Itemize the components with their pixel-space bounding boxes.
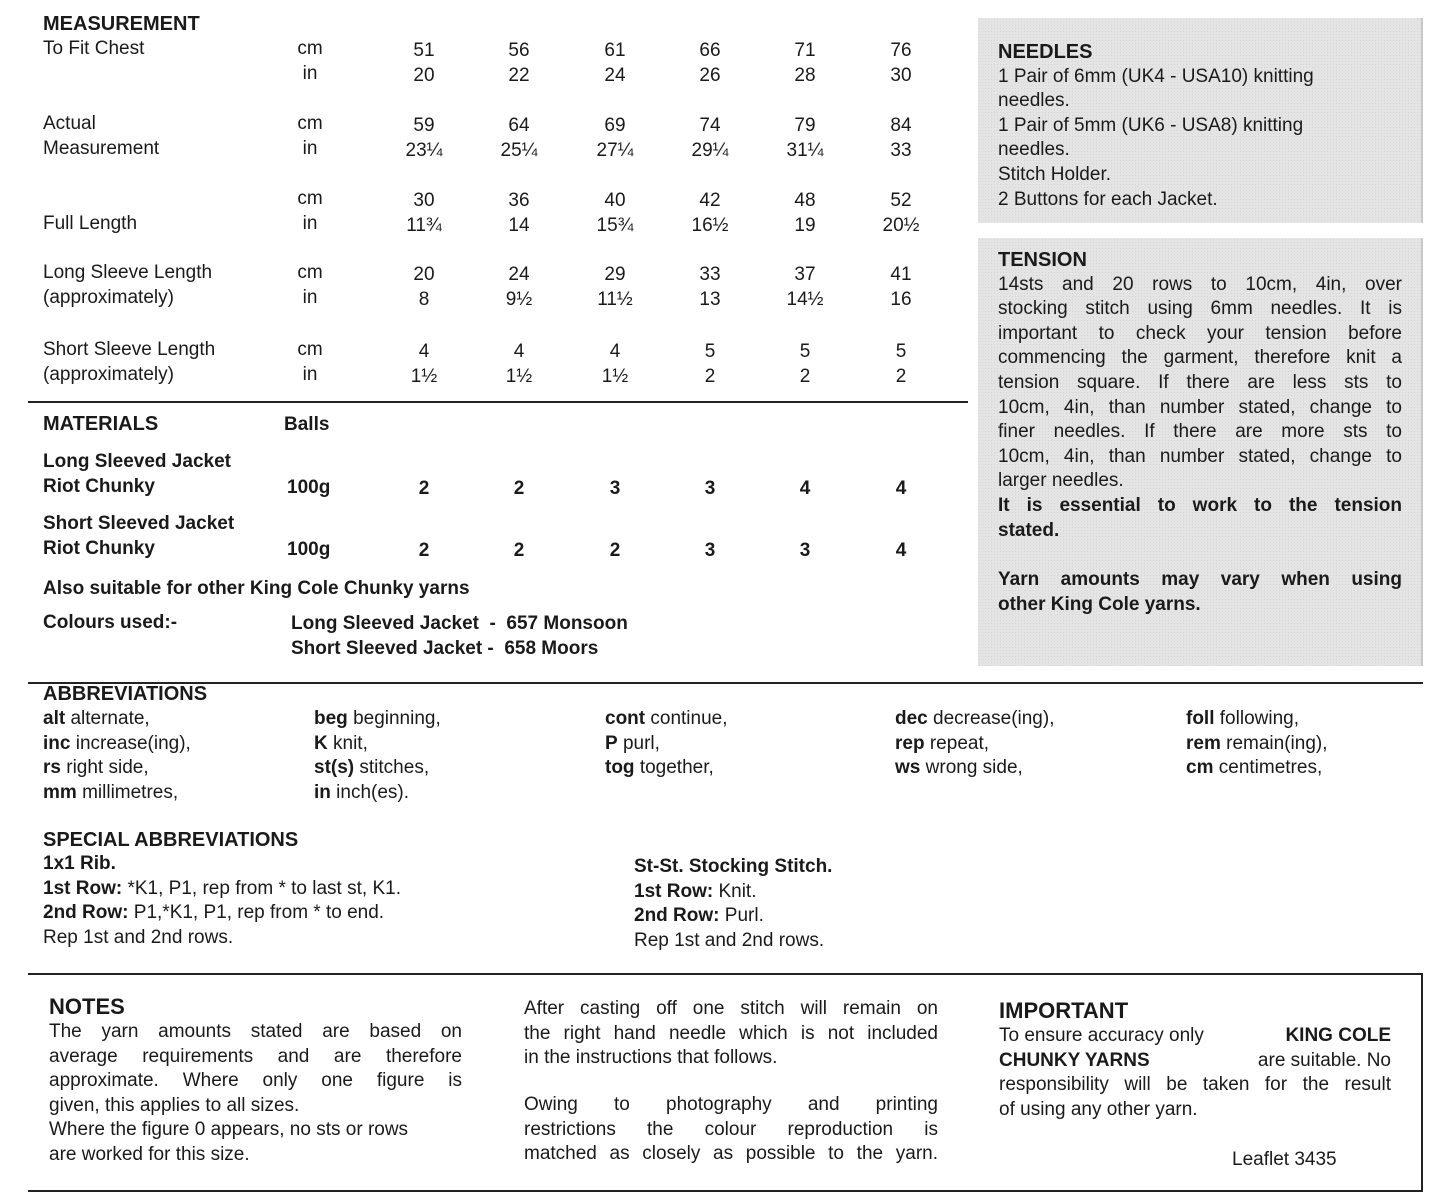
measurement-value: 31¼ xyxy=(786,139,824,161)
abbreviation-item xyxy=(895,732,989,757)
abbreviation-key: foll xyxy=(1186,708,1215,729)
material-balls: 4 xyxy=(895,540,907,561)
divider-notes xyxy=(28,973,1423,975)
measurement-unit: in xyxy=(302,62,318,84)
abbreviation-key: rs xyxy=(43,757,61,779)
tension-line: finer needles. If there are more sts to xyxy=(998,421,1402,443)
stst-row2: Purl. xyxy=(724,905,764,927)
abbreviation-meaning: purl, xyxy=(622,732,660,754)
measurement-value: 1½ xyxy=(505,365,533,387)
rib-block xyxy=(43,852,401,950)
measurement-value: 71 xyxy=(794,40,816,61)
important-chunky: CHUNKY YARNS xyxy=(999,1049,1150,1071)
casting-line: in the instructions that follows. xyxy=(524,1047,778,1069)
measurement-unit: cm xyxy=(297,38,323,59)
measurement-value: 84 xyxy=(890,115,912,136)
measurement-label: To Fit Chest xyxy=(43,38,145,59)
measurement-value: 4 xyxy=(609,341,621,362)
abbreviation-key: in xyxy=(314,781,331,803)
measurement-unit: in xyxy=(302,212,318,234)
notes-line: are worked for this size. xyxy=(49,1143,250,1165)
material-balls: 3 xyxy=(609,478,621,499)
measurement-value: 1½ xyxy=(601,365,629,387)
tension-line: 14sts and 20 rows to 10cm, 4in, over xyxy=(998,273,1402,295)
divider-measurement xyxy=(28,401,968,403)
measurement-unit: in xyxy=(302,137,318,159)
measurement-value: 14½ xyxy=(786,288,824,310)
tension-line: 10cm, 4in, than number stated, change to xyxy=(998,396,1402,418)
abbreviation-key: cont xyxy=(605,708,646,729)
abbreviation-key: ws xyxy=(895,757,921,779)
abbreviation-item xyxy=(605,756,714,781)
abbreviation-meaning: stitches, xyxy=(359,757,430,779)
measurement-value: 48 xyxy=(794,190,816,211)
measurement-value: 27¼ xyxy=(596,139,634,161)
material-balls: 2 xyxy=(418,478,430,499)
abbreviation-meaning: remain(ing), xyxy=(1226,732,1328,754)
measurement-label: Measurement xyxy=(43,137,160,159)
abbreviation-meaning: knit, xyxy=(333,732,368,754)
abbreviation-meaning: alternate, xyxy=(70,708,150,729)
measurement-value: 9½ xyxy=(505,288,533,310)
measurement-value: 76 xyxy=(890,40,912,61)
tension-line: important to check your tension before xyxy=(998,322,1402,344)
needles-heading: NEEDLES xyxy=(998,41,1093,63)
measurement-value: 28 xyxy=(794,64,816,86)
tension-line: tension square. If there are less sts to xyxy=(998,371,1402,393)
material-balls: 4 xyxy=(895,478,907,499)
measurement-value: 5 xyxy=(704,341,716,362)
abbreviation-meaning: continue, xyxy=(650,708,728,729)
measurement-value: 79 xyxy=(794,115,816,136)
tension-line: commencing the garment, therefore knit a xyxy=(998,347,1402,369)
measurement-value: 74 xyxy=(699,115,721,136)
measurement-value: 61 xyxy=(604,40,626,61)
measurement-label: (approximately) xyxy=(43,286,174,308)
measurement-value: 4 xyxy=(513,341,525,362)
abbreviation-meaning: right side, xyxy=(66,757,149,779)
tension-heading: TENSION xyxy=(998,249,1087,271)
tension-line: 10cm, 4in, than number stated, change to xyxy=(998,445,1402,467)
important-block xyxy=(999,998,1391,1122)
photography-block xyxy=(524,1093,938,1167)
materials-heading: MATERIALS xyxy=(43,413,159,435)
measurement-value: 16 xyxy=(890,288,912,310)
right-border xyxy=(1421,973,1423,1192)
measurement-label: Short Sleeve Length xyxy=(43,339,216,360)
measurement-value: 1½ xyxy=(410,365,438,387)
measurement-value: 24 xyxy=(604,64,626,86)
measurement-value: 25¼ xyxy=(500,139,538,161)
important-line4: of using any other yarn. xyxy=(999,1098,1198,1120)
notes-heading: NOTES xyxy=(49,994,125,1019)
abbreviation-meaning: together, xyxy=(639,757,714,779)
stst-rep: Rep 1st and 2nd rows. xyxy=(634,929,825,951)
material-name: Short Sleeved Jacket xyxy=(43,513,235,534)
abbreviation-meaning: repeat, xyxy=(929,732,990,754)
material-balls: 3 xyxy=(704,478,716,499)
measurement-value: 16½ xyxy=(691,214,729,236)
abbreviation-key: mm xyxy=(43,781,77,803)
abbreviation-item xyxy=(43,707,150,732)
colours-label: Colours used:- xyxy=(43,612,178,633)
measurement-value: 36 xyxy=(508,190,530,211)
measurement-label: Actual xyxy=(43,113,96,134)
yarn-note-end: other King Cole yarns. xyxy=(998,593,1201,615)
needles-line: 1 Pair of 5mm (UK6 - USA8) knitting xyxy=(998,114,1304,136)
notes-line: Where the figure 0 appears, no sts or rows xyxy=(49,1119,409,1141)
notes-block xyxy=(49,994,462,1168)
abbreviation-key: tog xyxy=(605,757,635,779)
material-balls: 4 xyxy=(799,478,811,499)
measurement-value: 41 xyxy=(890,264,912,285)
tension-panel xyxy=(978,238,1423,666)
important-king-cole: KING COLE xyxy=(1285,1025,1391,1046)
measurement-value: 33 xyxy=(890,139,912,161)
material-balls: 2 xyxy=(513,478,525,499)
measurement-value: 29 xyxy=(604,264,626,285)
measurement-value: 11½ xyxy=(597,288,633,310)
abbreviation-item xyxy=(1186,707,1299,732)
measurement-value: 20½ xyxy=(882,214,920,236)
casting-block xyxy=(524,997,938,1071)
notes-line: The yarn amounts stated are based on xyxy=(49,1021,462,1042)
measurement-value: 20 xyxy=(413,264,435,285)
tension-content xyxy=(998,248,1402,617)
important-line2: are suitable. No xyxy=(1257,1049,1391,1071)
abbreviation-meaning: millimetres, xyxy=(82,781,179,803)
abbreviation-item xyxy=(605,707,728,732)
abbreviation-meaning: beginning, xyxy=(353,708,441,729)
measurement-value: 13 xyxy=(699,288,721,310)
photo-line: Owing to photography and printing xyxy=(524,1094,938,1115)
abbreviation-item xyxy=(43,781,178,806)
measurement-value: 2 xyxy=(799,365,811,387)
stst-block xyxy=(634,855,832,953)
rib-row1-label: 1st Row: xyxy=(43,877,123,899)
rib-row2-label: 2nd Row: xyxy=(43,902,129,924)
abbreviation-meaning: centimetres, xyxy=(1218,757,1323,779)
abbreviation-item xyxy=(314,707,441,732)
measurement-value: 19 xyxy=(794,214,816,236)
needles-panel xyxy=(978,18,1423,223)
measurement-value: 59 xyxy=(413,115,435,136)
needles-line: needles. xyxy=(998,139,1070,161)
abbreviation-item xyxy=(314,732,368,757)
abbreviation-item xyxy=(314,781,409,806)
important-heading: IMPORTANT xyxy=(999,998,1129,1023)
measurement-unit: cm xyxy=(297,188,323,209)
abbreviation-meaning: following, xyxy=(1219,708,1299,729)
abbreviation-key: P xyxy=(605,732,618,754)
abbreviation-item xyxy=(605,732,660,757)
colour-short: Short Sleeved Jacket - 658 Moors xyxy=(291,638,599,659)
needles-content xyxy=(998,40,1314,212)
measurement-value: 30 xyxy=(413,190,435,211)
rib-title: 1x1 Rib. xyxy=(43,853,116,874)
abbreviation-key: st(s) xyxy=(314,757,355,779)
measurement-unit: in xyxy=(302,286,318,308)
measurement-value: 30 xyxy=(890,64,912,86)
bottom-border xyxy=(28,1190,1423,1192)
abbreviation-item xyxy=(1186,756,1322,781)
measurement-value: 66 xyxy=(699,40,721,61)
measurement-value: 4 xyxy=(418,341,430,362)
abbreviation-key: K xyxy=(314,732,328,754)
tension-essential: It is essential to work to the tension xyxy=(998,494,1402,516)
measurement-value: 42 xyxy=(699,190,721,211)
tension-line: stocking stitch using 6mm needles. It is xyxy=(998,298,1402,320)
abbreviation-key: alt xyxy=(43,708,66,729)
material-balls: 3 xyxy=(799,540,811,561)
measurement-value: 56 xyxy=(508,40,530,61)
needles-line: 1 Pair of 6mm (UK4 - USA10) knitting xyxy=(998,65,1314,87)
colour-long: Long Sleeved Jacket - 657 Monsoon xyxy=(291,613,628,634)
abbreviation-item xyxy=(43,732,191,757)
casting-line: the right hand needle which is not included xyxy=(524,1022,938,1044)
measurement-value: 29¼ xyxy=(691,139,729,161)
abbreviation-key: rep xyxy=(895,732,925,754)
material-weight: 100g xyxy=(287,539,331,560)
abbreviation-meaning: inch(es). xyxy=(336,781,410,803)
rib-row2: P1,*K1, P1, rep from * to end. xyxy=(133,902,385,924)
needles-line: Stitch Holder. xyxy=(998,163,1111,185)
abbreviations-heading: ABBREVIATIONS xyxy=(43,683,208,705)
stst-row2-label: 2nd Row: xyxy=(634,905,720,927)
measurement-value: 69 xyxy=(604,115,626,136)
needles-line: 2 Buttons for each Jacket. xyxy=(998,188,1218,210)
measurement-value: 37 xyxy=(794,264,816,285)
needles-line: needles. xyxy=(998,90,1070,112)
stst-row1-label: 1st Row: xyxy=(634,880,714,902)
measurement-value: 26 xyxy=(699,64,721,86)
material-weight: 100g xyxy=(287,477,331,498)
yarn-note: Yarn amounts may vary when using xyxy=(998,569,1402,591)
material-name: Long Sleeved Jacket xyxy=(43,451,231,472)
abbreviation-item xyxy=(314,756,429,781)
photo-line: restrictions the colour reproduction is xyxy=(524,1118,938,1140)
abbreviation-key: beg xyxy=(314,708,348,729)
measurement-value: 5 xyxy=(799,341,811,362)
stst-row1: Knit. xyxy=(718,880,757,902)
measurement-value: 33 xyxy=(699,264,721,285)
measurement-value: 15¾ xyxy=(596,214,634,236)
measurement-value: 64 xyxy=(508,115,530,136)
balls-label: Balls xyxy=(284,414,330,435)
measurement-value: 40 xyxy=(604,190,626,211)
measurement-unit: cm xyxy=(297,339,323,360)
material-balls: 2 xyxy=(513,540,525,561)
measurement-label: Full Length xyxy=(43,212,138,234)
measurement-value: 20 xyxy=(413,64,435,86)
abbreviation-item xyxy=(895,756,1023,781)
casting-line: After casting off one stitch will remain on xyxy=(524,998,938,1019)
measurement-label: Long Sleeve Length xyxy=(43,262,213,283)
measurement-value: 2 xyxy=(704,365,716,387)
abbreviation-item xyxy=(43,756,149,781)
leaflet-number: Leaflet 3435 xyxy=(1232,1149,1337,1170)
measurement-value: 5 xyxy=(895,341,907,362)
tension-essential-end: stated. xyxy=(998,519,1060,541)
measurement-unit: cm xyxy=(297,262,323,283)
measurement-unit: cm xyxy=(297,113,323,134)
measurement-value: 11¾ xyxy=(406,214,442,236)
measurement-value: 51 xyxy=(413,40,435,61)
abbreviation-meaning: increase(ing), xyxy=(75,732,191,754)
material-name: Riot Chunky xyxy=(43,537,155,559)
notes-line: given, this applies to all sizes. xyxy=(49,1094,300,1116)
important-line3: responsibility will be taken for the result xyxy=(999,1074,1391,1096)
abbreviation-meaning: decrease(ing), xyxy=(933,708,1055,729)
material-name: Riot Chunky xyxy=(43,475,155,497)
abbreviation-key: dec xyxy=(895,708,928,729)
also-suitable: Also suitable for other King Cole Chunky yarns xyxy=(43,578,470,599)
abbreviation-key: rem xyxy=(1186,732,1221,754)
measurement-value: 22 xyxy=(508,64,530,86)
notes-line: average requirements and are therefore xyxy=(49,1045,462,1067)
material-balls: 3 xyxy=(704,540,716,561)
measurement-value: 24 xyxy=(508,264,530,285)
measurement-label: (approximately) xyxy=(43,363,174,385)
stst-title: St-St. Stocking Stitch. xyxy=(634,856,833,877)
abbreviation-key: inc xyxy=(43,732,71,754)
measurement-unit: in xyxy=(302,363,318,385)
measurement-heading: MEASUREMENT xyxy=(43,13,200,35)
material-balls: 2 xyxy=(418,540,430,561)
measurement-value: 23¼ xyxy=(405,139,443,161)
important-line1: To ensure accuracy only xyxy=(999,1025,1204,1046)
abbreviation-item xyxy=(1186,732,1328,757)
abbreviation-meaning: wrong side, xyxy=(925,757,1023,779)
measurement-value: 14 xyxy=(508,214,530,236)
abbreviation-item xyxy=(895,707,1054,732)
measurement-value: 8 xyxy=(418,288,430,310)
rib-row1: *K1, P1, rep from * to last st, K1. xyxy=(127,877,401,899)
special-heading: SPECIAL ABBREVIATIONS xyxy=(43,829,299,851)
notes-line: approximate. Where only one figure is xyxy=(49,1070,462,1092)
divider-abbreviations xyxy=(28,682,1423,684)
measurement-value: 52 xyxy=(890,190,912,211)
measurement-value: 2 xyxy=(895,365,907,387)
tension-line-last: larger needles. xyxy=(998,470,1124,492)
abbreviation-key: cm xyxy=(1186,757,1214,779)
material-balls: 2 xyxy=(609,540,621,561)
rib-rep: Rep 1st and 2nd rows. xyxy=(43,926,234,948)
photo-line: matched as closely as possible to the yarn. xyxy=(524,1143,938,1165)
